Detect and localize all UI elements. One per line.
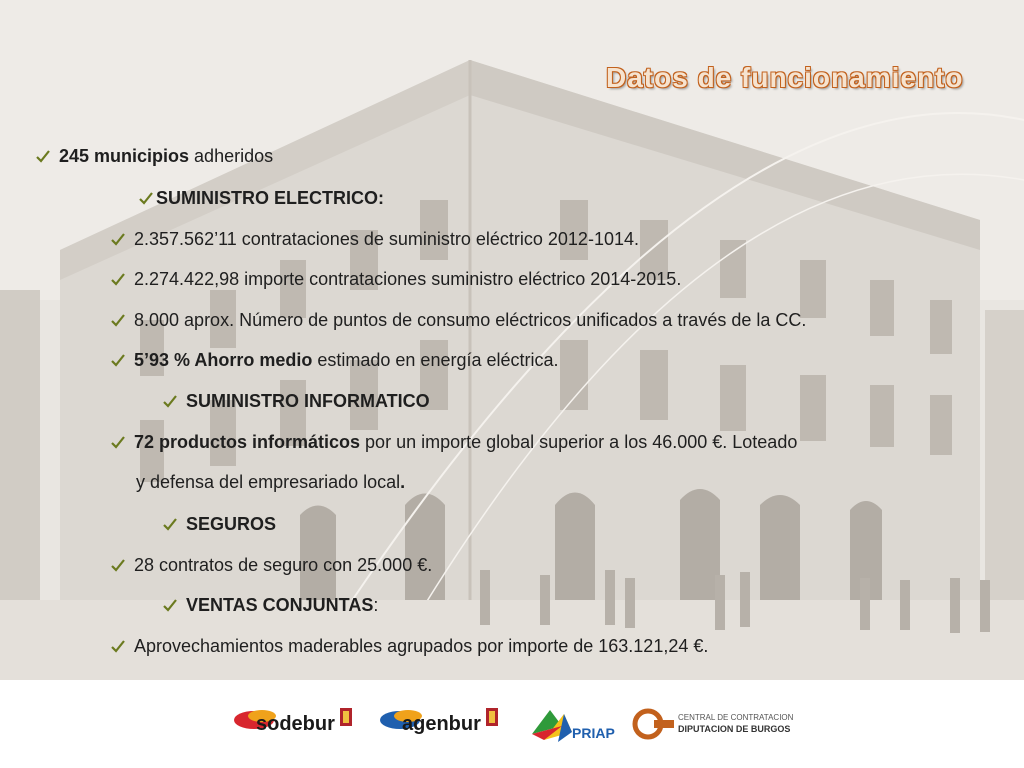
checkmark-icon (110, 557, 126, 573)
sodebur-logo (232, 700, 356, 738)
bullet-bold-text: SEGUROS (186, 514, 277, 534)
bullet-text: por un importe global superior a los 46.000 €. Loteado (360, 432, 798, 452)
bullet-bold-text: 245 municipios (59, 146, 190, 166)
central-line1: CENTRAL DE CONTRATACION (678, 713, 794, 722)
bullet-contratos-seguro (110, 554, 432, 576)
priap-logo (528, 704, 615, 746)
bullet-text: : (373, 595, 379, 615)
bullet-seguros (162, 513, 276, 535)
checkmark-icon (110, 434, 126, 450)
checkmark-icon (162, 393, 178, 409)
checkmark-icon (110, 231, 126, 247)
bullet-bold-text: SUMINISTRO INFORMATICO (186, 391, 430, 411)
bullet-bold-text: 72 productos informáticos (134, 432, 361, 452)
central-contratacion-logo (632, 706, 792, 742)
bullet-text: Aprovechamientos maderables agrupados por importe de 163.121,24 €. (134, 636, 709, 656)
agenbur-wordmark: agenbur (402, 713, 481, 735)
checkmark-icon (110, 271, 126, 287)
bullet-text: 8.000 aprox. Número de puntos de consumo eléctricos unificados a través de la CC. (134, 310, 807, 330)
footer-logos (0, 680, 1024, 768)
bullet-text: y defensa del empresariado local (136, 472, 401, 492)
bullet-suministro-electrico (138, 187, 384, 209)
bullet-text: 28 contratos de seguro con 25.000 €. (134, 555, 433, 575)
bullet-suministro-informatico (162, 390, 430, 412)
checkmark-icon (110, 312, 126, 328)
bullet-ventas-conjuntas (162, 594, 378, 616)
bullet-text: estimado en energía eléctrica. (312, 350, 559, 370)
priap-wordmark: PRIAP (572, 725, 615, 741)
bullet-text: adheridos (189, 146, 274, 166)
bullet-bold-text: 5’93 % Ahorro medio (134, 350, 313, 370)
bullet-bold-text: SUMINISTRO ELECTRICO: (156, 188, 384, 208)
bullet-contrataciones (110, 228, 639, 250)
bullet-text: 2.357.562’11 contrataciones de suministro eléctrico 2012-1014. (134, 229, 639, 249)
bullet-ahorro (110, 349, 559, 371)
bullet-bold-text: . (400, 472, 406, 492)
checkmark-icon (35, 148, 51, 164)
slide-title: Datos de funcionamiento (606, 62, 964, 93)
bullet-bold-text: VENTAS CONJUNTAS (186, 595, 374, 615)
central-line2: DIPUTACION DE BURGOS (678, 724, 791, 734)
checkmark-icon (162, 597, 178, 613)
checkmark-icon (162, 516, 178, 532)
checkmark-icon (110, 352, 126, 368)
bullet-aprovechamientos (110, 635, 708, 657)
bullet-productos (110, 431, 797, 453)
bullet-importe (110, 268, 681, 290)
bullet-puntos-consumo (110, 309, 806, 331)
bullet-text: 2.274.422,98 importe contrataciones suministro eléctrico 2014-2015. (134, 269, 682, 289)
checkmark-icon (138, 190, 154, 206)
checkmark-icon (110, 638, 126, 654)
agenbur-logo (378, 700, 502, 738)
bullet-productos-continuation (136, 471, 405, 493)
sodebur-wordmark: sodebur (256, 713, 335, 735)
bullet-municipios (35, 145, 273, 167)
